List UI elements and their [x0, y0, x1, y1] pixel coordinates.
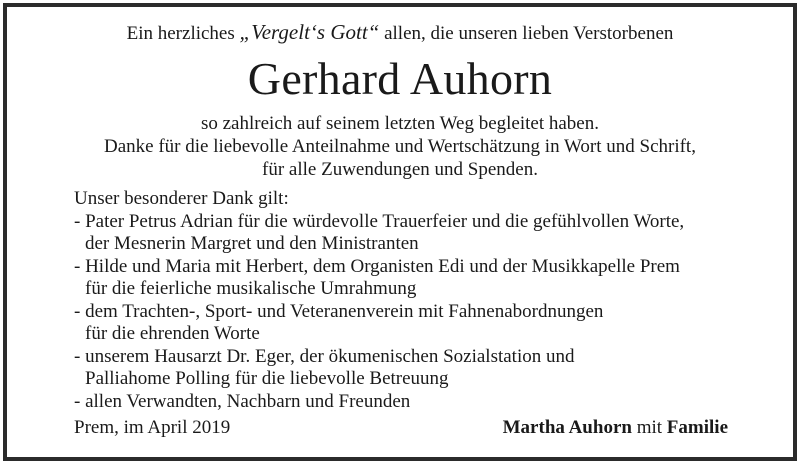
special-thanks-item-continued: für die feierliche musikalische Umrahmung: [85, 278, 417, 299]
special-thanks-item: - dem Trachten-, Sport- und Veteranenverein mit Fahnenabordnungen: [74, 300, 604, 322]
intro-after: allen, die unseren lieben Verstorbenen: [384, 23, 674, 44]
special-thanks-item-continued: für die ehrenden Worte: [85, 323, 260, 344]
special-thanks-item: - Pater Petrus Adrian für die würdevolle Trauerfeier und die gefühlvollen Worte,: [74, 210, 685, 232]
thanks-line: für alle Zuwendungen und Spenden.: [262, 159, 538, 180]
thanks-block: [0, 112, 800, 181]
intro-quote: „Vergelt‘s Gott“: [239, 20, 380, 44]
thanks-line: Danke für die liebevolle Anteilnahme und Wertschätzung in Wort und Schrift,: [104, 136, 696, 157]
special-thanks-item: - unserem Hausarzt Dr. Eger, der ökumenischen Sozialstation und: [74, 345, 575, 367]
thanks-line: so zahlreich auf seinem letzten Weg begleitet haben.: [200, 113, 599, 134]
special-thanks-block: [74, 188, 684, 413]
signature: [503, 416, 728, 440]
special-thanks-item: - Hilde und Maria mit Herbert, dem Organisten Edi und der Musikkapelle Prem: [74, 255, 680, 277]
special-thanks-heading: Unser besonderer Dank gilt:: [74, 188, 289, 209]
special-thanks-item: - allen Verwandten, Nachbarn und Freunden: [74, 390, 411, 412]
special-thanks-item-continued: Palliahome Polling für die liebevolle Betreuung: [85, 368, 449, 389]
intro-before: Ein herzliches: [126, 23, 235, 44]
signer-conjunction: mit: [636, 417, 663, 438]
place-date: Prem, im April 2019: [74, 417, 231, 438]
deceased-name: Gerhard Auhorn: [247, 53, 553, 104]
signer-family: Familie: [666, 417, 728, 438]
intro-line: [0, 20, 800, 46]
signer-name: Martha Auhorn: [502, 417, 632, 438]
special-thanks-item-continued: der Mesnerin Margret und den Ministranten: [85, 233, 419, 254]
